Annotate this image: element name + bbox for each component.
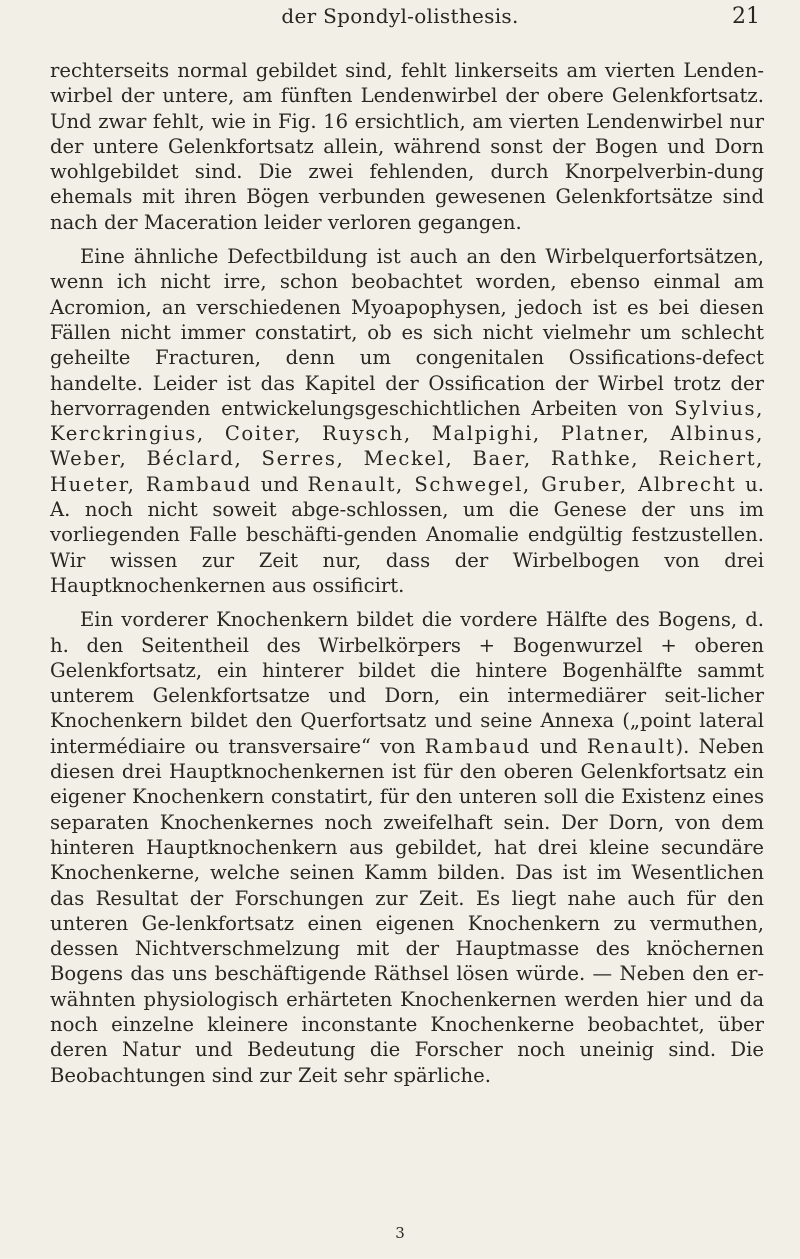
text-run: und — [251, 472, 308, 496]
body-text — [50, 58, 764, 1097]
author-names: Renault, Schwegel, Gruber, Albrecht — [307, 472, 737, 496]
paragraph — [50, 58, 764, 235]
text-run: ). Neben diesen drei Hauptknochenkernen ist für den oberen Gelenkfortsatz ein eigener Knochenkern constatirt, für den unteren soll die Existenz eines separaten Knochenkernes noch zweifelhaft sein. Der Dorn, von dem hinteren Hauptknochenkern aus gebildet, hat drei kleine secundäre Knochenkerne, welche seinen Kamm bilden. Das ist im Wesentlichen das Resultat der Forschungen zur Zeit. Es liegt nahe auch für den unteren Ge-lenkfortsatz einen eigenen Knochenkern zu vermuthen, dessen Nichtverschmelzung mit der Hauptmasse des knöchernen Bogens das uns beschäftigende Räthsel lösen würde. — Neben den er-wähnten physiologisch erhärteten Knochenkernen werden hier und da noch einzelne kleinere inconstante Knochenkerne beobachtet, über deren Natur und Bedeutung die Forscher noch uneinig sind. Die Beobachtungen sind zur Zeit sehr spärliche. — [50, 734, 764, 1087]
paragraph — [50, 607, 764, 1088]
signature-mark: 3 — [395, 1224, 405, 1242]
text-run: Ein vorderer Knochenkern bildet die vordere Hälfte des Bogens, d. h. den Seitentheil des Wirbelkörpers + Bogenwurzel + oberen Gelenkfortsatz, ein hinterer bildet die hintere Bogenhälfte sammt unterem Gelenkfortsatze und Dorn, ein intermediärer seit-licher Knochenkern bildet den Querfortsatz und seine Annexa („point lateral intermédiaire ou transversaire“ von — [50, 608, 764, 758]
author-names: Sylvius, Kerckringius, Coiter, Ruysch, Malpighi, Platner, Albinus, Weber, Béclard, Serres, Meckel, Baer, Rathke, Reichert, Hueter, Rambaud — [50, 396, 764, 496]
text-run: u. A. noch nicht soweit abge-schlossen, um die Genese der uns im vorliegenden Falle beschäfti-genden Anomalie endgültig festzustellen. Wir wissen zur Zeit nur, dass der Wirbelbogen von drei Hauptknochenkernen aus ossificirt. — [50, 472, 765, 597]
text-run: Eine ähnliche Defectbildung ist auch an den Wirbelquerfortsätzen, wenn ich nicht irre, schon beobachtet worden, ebenso einmal am Acromion, an verschiedenen Myoapophysen, jedoch ist es bei diesen Fällen nicht immer constatirt, ob es sich nicht vielmehr um schlecht geheilte Fracturen, denn um congenitalen Ossifications-defect handelte. Leider ist das Kapitel der Ossification der Wirbel trotz der hervorragenden entwickelungsgeschichtlichen Arbeiten von — [50, 245, 764, 420]
paragraph — [50, 244, 764, 598]
page-number: 21 — [732, 4, 760, 29]
author-names: Renault — [586, 734, 676, 758]
author-names: Rambaud — [424, 734, 531, 758]
text-run: und — [530, 734, 587, 758]
running-title: der Spondyl-olisthesis. — [281, 4, 519, 28]
running-head — [0, 4, 800, 44]
text-run: rechterseits normal gebildet sind, fehlt linkerseits am vierten Lenden-wirbel der untere, am fünften Lendenwirbel der obere Gelenkfortsatz. Und zwar fehlt, wie in Fig. 16 ersichtlich, am vierten Lendenwirbel nur der untere Gelenkfortsatz allein, während sonst der Bogen und Dorn wohlgebildet sind. Die zwei fehlenden, durch Knorpelverbin-dung ehemals mit ihren Bögen verbunden gewesenen Gelenkfortsätze sind nach der Maceration leider verloren gegangen. — [50, 59, 764, 234]
